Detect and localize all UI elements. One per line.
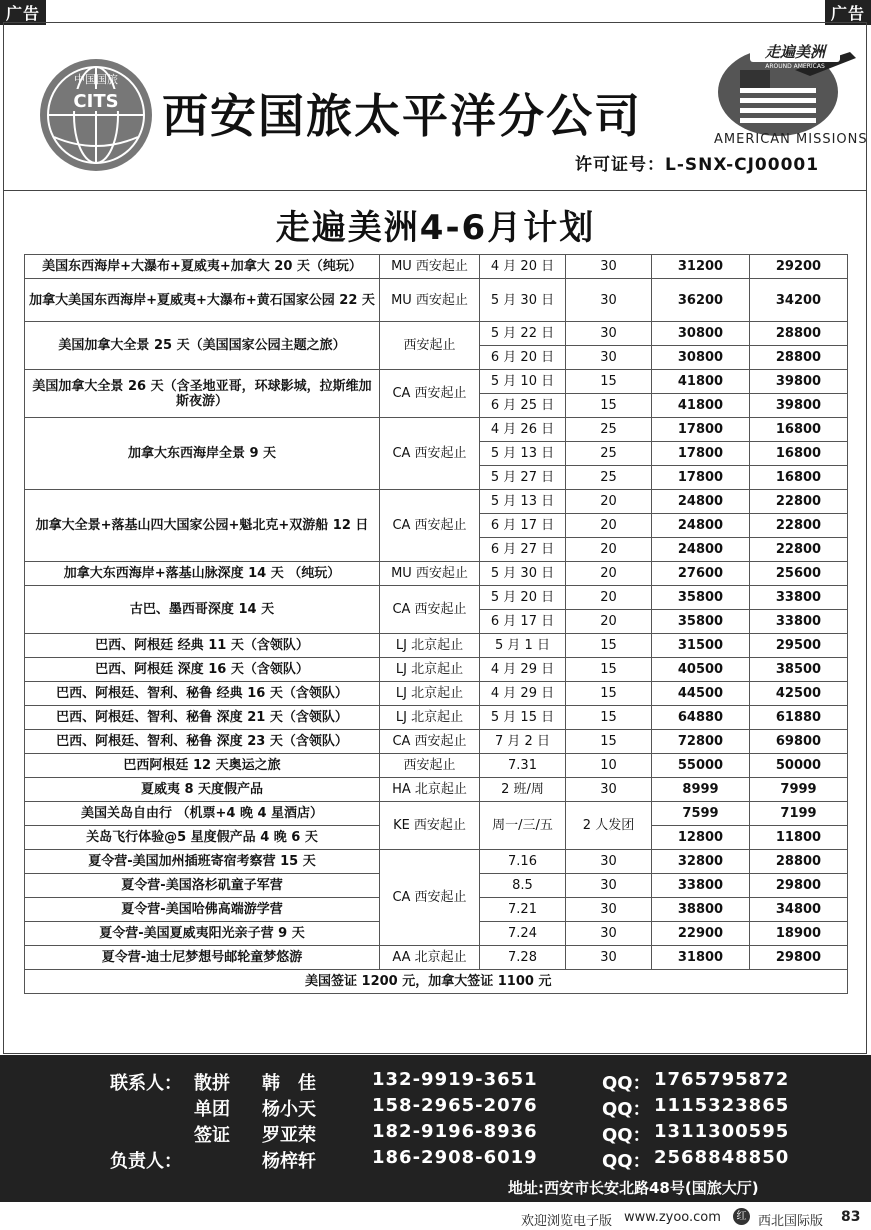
cits-globe-logo [36, 55, 156, 175]
departure: CA 西安起止 [380, 586, 480, 634]
departure-date: 5 月 22 日 [480, 322, 566, 346]
departure-date: 6 月 17 日 [480, 514, 566, 538]
contact-row [0, 1095, 871, 1121]
days-note: 15 [566, 682, 652, 706]
contact-name: 杨小天 [262, 1099, 316, 1120]
departure: CA 西安起止 [380, 730, 480, 754]
price-child: 18900 [750, 922, 848, 946]
contact-row [0, 1121, 871, 1147]
price-child: 33800 [750, 586, 848, 610]
tour-name: 加拿大东西海岸全景 9 天 [25, 418, 380, 490]
brand-badge-sub: AROUND AMERICAS [765, 63, 825, 70]
brand-badge-text: 走遍美洲 [764, 43, 826, 61]
days-note: 25 [566, 466, 652, 490]
bottom-bar [0, 1204, 871, 1230]
tour-name: 夏威夷 8 天度假产品 [25, 778, 380, 802]
qq-label: QQ： [602, 1073, 651, 1094]
contact-footer [0, 1055, 871, 1202]
page-number: 83 [841, 1209, 861, 1225]
welcome-text: 欢迎浏览电子版 [521, 1214, 613, 1229]
price-child: 39800 [750, 394, 848, 418]
header-divider [3, 190, 867, 191]
departure-date: 5 月 13 日 [480, 442, 566, 466]
price-adult: 12800 [652, 826, 750, 850]
tour-name: 巴西、阿根廷 经典 11 天（含领队） [25, 634, 380, 658]
days-note: 15 [566, 370, 652, 394]
table-row [25, 255, 848, 279]
table-row [25, 634, 848, 658]
departure: MU 西安起止 [380, 255, 480, 279]
price-adult: 55000 [652, 754, 750, 778]
tour-name: 美国加拿大全景 25 天（美国国家公园主题之旅） [25, 322, 380, 370]
contact-row [0, 1147, 871, 1173]
days-note: 30 [566, 279, 652, 322]
price-adult: 24800 [652, 514, 750, 538]
table-row [25, 370, 848, 394]
price-adult: 24800 [652, 490, 750, 514]
days-note: 20 [566, 610, 652, 634]
departure-date: 4 月 29 日 [480, 658, 566, 682]
tour-name: 巴西、阿根廷、智利、秘鲁 深度 23 天（含领队） [25, 730, 380, 754]
table-row [25, 850, 848, 874]
price-child: 16800 [750, 466, 848, 490]
departure-date: 6 月 20 日 [480, 346, 566, 370]
tour-name: 加拿大美国东西海岸+夏威夷+大瀑布+黄石国家公园 22 天 [25, 279, 380, 322]
price-child: 34200 [750, 279, 848, 322]
price-child: 22800 [750, 490, 848, 514]
days-note: 15 [566, 730, 652, 754]
departure-date: 6 月 25 日 [480, 394, 566, 418]
price-adult: 27600 [652, 562, 750, 586]
contact-phone: 132-9919-3651 [372, 1069, 538, 1090]
qq-label: QQ： [602, 1099, 651, 1120]
price-adult: 38800 [652, 898, 750, 922]
contact-qq: 1765795872 [654, 1069, 790, 1090]
table-row [25, 754, 848, 778]
contact-qq: 1115323865 [654, 1095, 790, 1116]
days-note: 15 [566, 658, 652, 682]
price-adult: 24800 [652, 538, 750, 562]
price-child: 61880 [750, 706, 848, 730]
table-row [25, 970, 848, 994]
days-note: 30 [566, 898, 652, 922]
contact-qq: 2568848850 [654, 1147, 790, 1168]
tour-name: 巴西、阿根廷、智利、秘鲁 深度 21 天（含领队） [25, 706, 380, 730]
table-row [25, 490, 848, 514]
contact-name: 杨梓轩 [262, 1151, 316, 1172]
company-name: 西安国旅太平洋分公司 [162, 89, 642, 143]
days-note: 2 人发团 [566, 802, 652, 850]
price-adult: 22900 [652, 922, 750, 946]
price-adult: 30800 [652, 322, 750, 346]
departure-date: 4 月 26 日 [480, 418, 566, 442]
ad-tag-left: 广告 [0, 0, 46, 25]
departure: LJ 北京起止 [380, 658, 480, 682]
price-child: 39800 [750, 370, 848, 394]
departure: 西安起止 [380, 322, 480, 370]
tour-name: 巴西、阿根廷、智利、秘鲁 经典 16 天（含领队） [25, 682, 380, 706]
price-adult: 33800 [652, 874, 750, 898]
price-child: 22800 [750, 538, 848, 562]
price-child: 11800 [750, 826, 848, 850]
table-row [25, 279, 848, 322]
departure: MU 西安起止 [380, 562, 480, 586]
departure: AA 北京起止 [380, 946, 480, 970]
table-row [25, 802, 848, 826]
departure: MU 西安起止 [380, 279, 480, 322]
table-row [25, 322, 848, 346]
table-row [25, 706, 848, 730]
departure: CA 西安起止 [380, 850, 480, 946]
price-adult: 36200 [652, 279, 750, 322]
days-note: 30 [566, 255, 652, 279]
days-note: 30 [566, 850, 652, 874]
visa-note: 美国签证 1200 元，加拿大签证 1100 元 [25, 970, 848, 994]
tour-name: 加拿大全景+落基山四大国家公园+魁北克+双游船 12 日 [25, 490, 380, 562]
qq-label: QQ： [602, 1151, 651, 1172]
price-adult: 7599 [652, 802, 750, 826]
days-note: 30 [566, 946, 652, 970]
price-child: 28800 [750, 850, 848, 874]
days-note: 15 [566, 394, 652, 418]
contact-row [0, 1069, 871, 1095]
tour-name: 夏令营-美国哈佛高端游学营 [25, 898, 380, 922]
departure-date: 4 月 29 日 [480, 682, 566, 706]
contact-phone: 182-9196-8936 [372, 1121, 538, 1142]
tour-name: 夏令营-美国洛杉矶童子军营 [25, 874, 380, 898]
price-child: 28800 [750, 346, 848, 370]
price-adult: 32800 [652, 850, 750, 874]
table-row [25, 778, 848, 802]
days-note: 25 [566, 418, 652, 442]
departure-date: 7.28 [480, 946, 566, 970]
price-adult: 72800 [652, 730, 750, 754]
price-adult: 35800 [652, 610, 750, 634]
price-adult: 31200 [652, 255, 750, 279]
tour-price-table [24, 254, 848, 994]
departure: CA 西安起止 [380, 418, 480, 490]
table-row [25, 682, 848, 706]
price-child: 42500 [750, 682, 848, 706]
contact-role: 散拼 [194, 1073, 230, 1094]
license-number: 许可证号：L-SNX-CJ00001 [575, 155, 820, 175]
price-adult: 31800 [652, 946, 750, 970]
contact-role: 单团 [194, 1099, 230, 1120]
tour-name: 夏令营-迪士尼梦想号邮轮童梦悠游 [25, 946, 380, 970]
departure-date: 5 月 15 日 [480, 706, 566, 730]
price-adult: 17800 [652, 442, 750, 466]
price-adult: 40500 [652, 658, 750, 682]
table-row [25, 562, 848, 586]
departure: HA 北京起止 [380, 778, 480, 802]
table-row [25, 658, 848, 682]
price-child: 29200 [750, 255, 848, 279]
departure-date: 5 月 30 日 [480, 279, 566, 322]
contact-qq: 1311300595 [654, 1121, 790, 1142]
contact-phone: 158-2965-2076 [372, 1095, 538, 1116]
price-child: 7199 [750, 802, 848, 826]
days-note: 30 [566, 874, 652, 898]
tour-name: 夏令营-美国夏威夷阳光亲子营 9 天 [25, 922, 380, 946]
price-adult: 30800 [652, 346, 750, 370]
tour-name: 美国东西海岸+大瀑布+夏威夷+加拿大 20 天（纯玩） [25, 255, 380, 279]
departure: 西安起止 [380, 754, 480, 778]
days-note: 20 [566, 514, 652, 538]
departure: LJ 北京起止 [380, 634, 480, 658]
price-adult: 17800 [652, 466, 750, 490]
departure-date: 7.21 [480, 898, 566, 922]
price-adult: 31500 [652, 634, 750, 658]
price-child: 69800 [750, 730, 848, 754]
address: 地址:西安市长安北路48号(国旅大厅) [508, 1179, 759, 1197]
tour-name: 关岛飞行体验@5 星度假产品 4 晚 6 天 [25, 826, 380, 850]
qq-label: QQ： [602, 1125, 651, 1146]
departure-date: 2 班/周 [480, 778, 566, 802]
price-child: 29500 [750, 634, 848, 658]
price-child: 16800 [750, 442, 848, 466]
departure-date: 6 月 17 日 [480, 610, 566, 634]
price-child: 22800 [750, 514, 848, 538]
price-child: 16800 [750, 418, 848, 442]
departure: CA 西安起止 [380, 370, 480, 418]
price-child: 50000 [750, 754, 848, 778]
price-child: 25600 [750, 562, 848, 586]
contact-phone: 186-2908-6019 [372, 1147, 538, 1168]
days-note: 30 [566, 922, 652, 946]
price-adult: 17800 [652, 418, 750, 442]
days-note: 20 [566, 538, 652, 562]
tour-name: 巴西阿根廷 12 天奥运之旅 [25, 754, 380, 778]
departure-date: 5 月 20 日 [480, 586, 566, 610]
tour-name: 夏令营-美国加州插班寄宿考察营 15 天 [25, 850, 380, 874]
days-note: 15 [566, 634, 652, 658]
tour-name: 美国关岛自由行 （机票+4 晚 4 星酒店） [25, 802, 380, 826]
price-adult: 35800 [652, 586, 750, 610]
departure-date: 5 月 27 日 [480, 466, 566, 490]
price-adult: 44500 [652, 682, 750, 706]
logo-ring-text: 中国国旅 [74, 73, 118, 86]
contact-role: 签证 [194, 1125, 230, 1146]
table-row [25, 946, 848, 970]
contact-name: 韩 佳 [262, 1073, 316, 1094]
price-child: 34800 [750, 898, 848, 922]
manager-label: 负责人： [110, 1151, 182, 1172]
tour-name: 巴西、阿根廷 深度 16 天（含领队） [25, 658, 380, 682]
days-note: 15 [566, 706, 652, 730]
departure-date: 7.31 [480, 754, 566, 778]
price-child: 28800 [750, 322, 848, 346]
departure-date: 6 月 27 日 [480, 538, 566, 562]
days-note: 20 [566, 586, 652, 610]
departure-date: 5 月 10 日 [480, 370, 566, 394]
departure: KE 西安起止 [380, 802, 480, 850]
departure: CA 西安起止 [380, 490, 480, 562]
tour-name: 古巴、墨西哥深度 14 天 [25, 586, 380, 634]
table-row [25, 418, 848, 442]
edition-badge-icon: 红 [733, 1208, 750, 1225]
price-adult: 8999 [652, 778, 750, 802]
days-note: 20 [566, 490, 652, 514]
edition-name: 西北国际版 [758, 1214, 824, 1229]
departure: LJ 北京起止 [380, 706, 480, 730]
plan-title: 走遍美洲4-6月计划 [275, 208, 596, 248]
contact-label: 联系人： [110, 1073, 182, 1094]
days-note: 30 [566, 346, 652, 370]
departure-date: 7.24 [480, 922, 566, 946]
price-child: 29800 [750, 874, 848, 898]
departure-date: 7.16 [480, 850, 566, 874]
days-note: 10 [566, 754, 652, 778]
departure-date: 5 月 1 日 [480, 634, 566, 658]
table-row [25, 730, 848, 754]
departure-date: 7 月 2 日 [480, 730, 566, 754]
departure-date: 4 月 20 日 [480, 255, 566, 279]
price-adult: 64880 [652, 706, 750, 730]
table-row [25, 586, 848, 610]
days-note: 25 [566, 442, 652, 466]
price-child: 29800 [750, 946, 848, 970]
price-child: 33800 [750, 610, 848, 634]
departure-date: 8.5 [480, 874, 566, 898]
price-child: 7999 [750, 778, 848, 802]
departure: LJ 北京起止 [380, 682, 480, 706]
tour-name: 加拿大东西海岸+落基山脉深度 14 天 （纯玩） [25, 562, 380, 586]
departure-date: 5 月 13 日 [480, 490, 566, 514]
days-note: 20 [566, 562, 652, 586]
contact-name: 罗亚荣 [262, 1125, 316, 1146]
price-child: 38500 [750, 658, 848, 682]
site-link[interactable]: www.zyoo.com [624, 1210, 721, 1225]
logo-text: CITS [73, 91, 119, 112]
days-note: 30 [566, 778, 652, 802]
ad-tag-right: 广告 [825, 0, 871, 25]
brand-caption: AMERICAN MISSIONS [714, 132, 868, 147]
departure-date: 5 月 30 日 [480, 562, 566, 586]
price-adult: 41800 [652, 370, 750, 394]
departure-date: 周一/三/五 [480, 802, 566, 850]
price-adult: 41800 [652, 394, 750, 418]
tour-name: 美国加拿大全景 26 天（含圣地亚哥，环球影城，拉斯维加斯夜游） [25, 370, 380, 418]
days-note: 30 [566, 322, 652, 346]
